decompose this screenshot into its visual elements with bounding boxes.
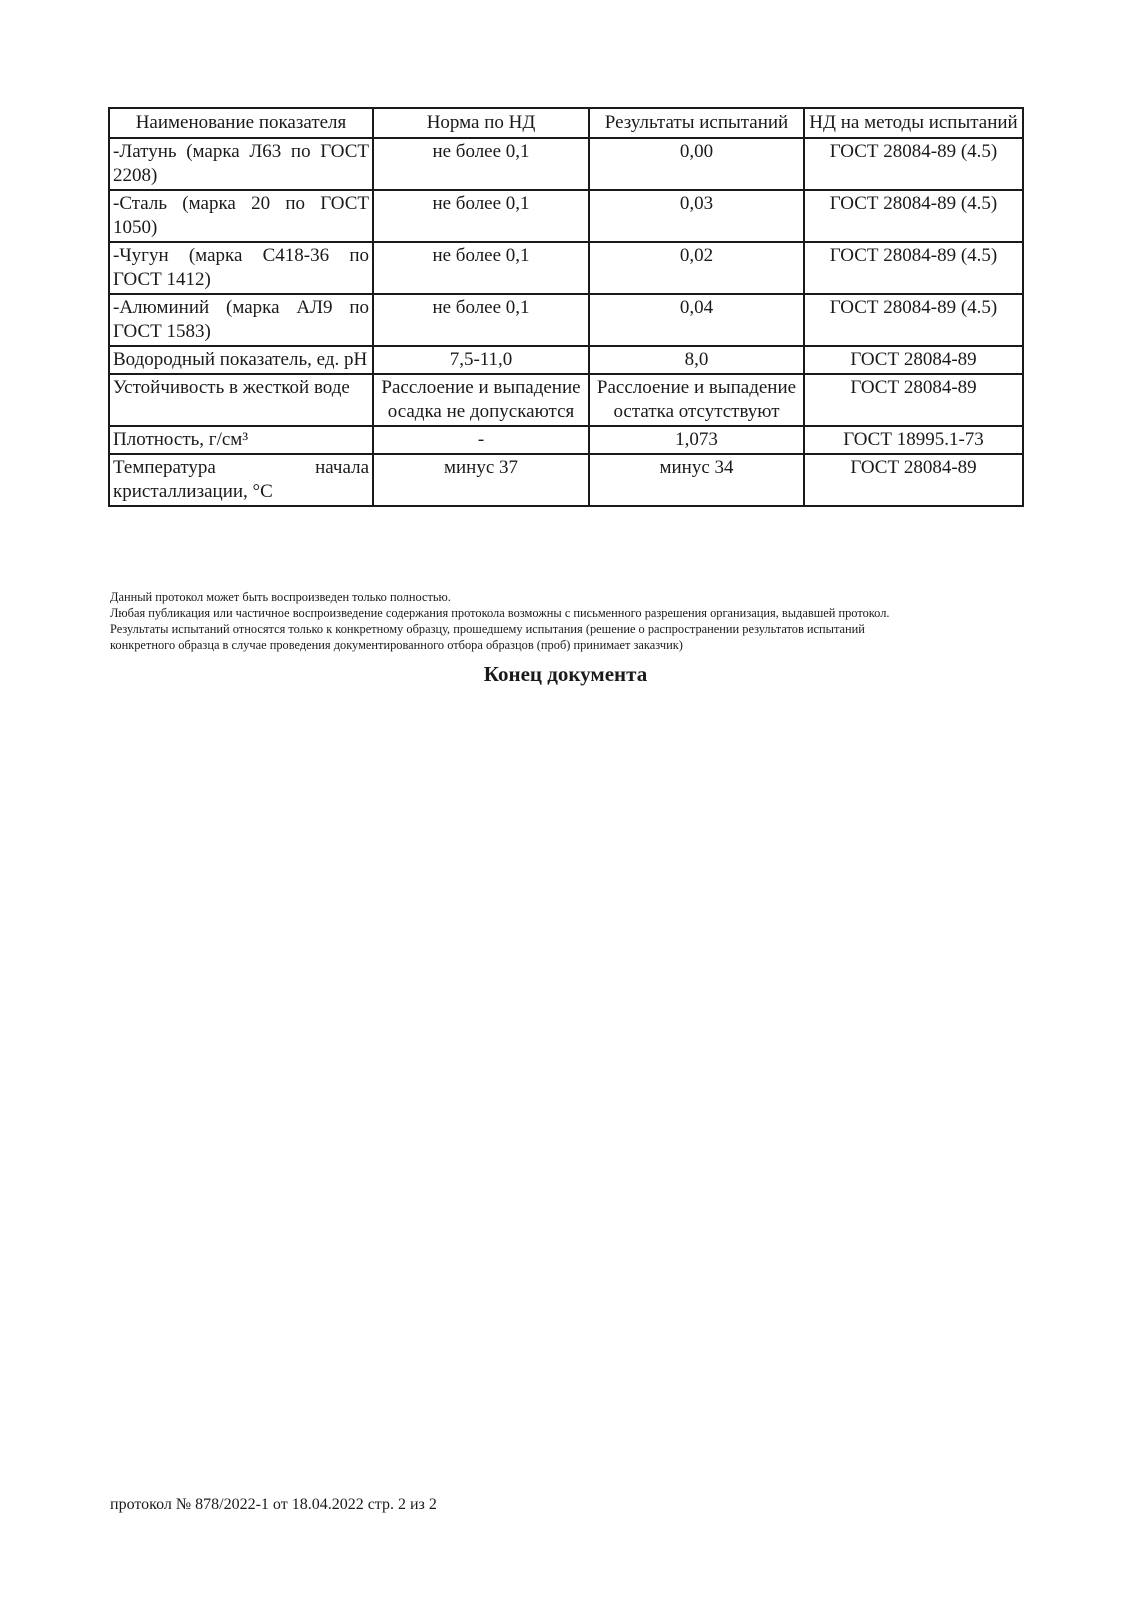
header-test-methods: НД на методы испытаний bbox=[804, 108, 1023, 138]
table-row bbox=[109, 346, 1023, 374]
end-of-document-title: Конец документа bbox=[483, 662, 648, 686]
row-indicator-name: Плотность, г/см³ bbox=[109, 426, 373, 454]
table-row bbox=[109, 374, 1023, 426]
note-line: Данный протокол может быть воспроизведен только полностью. bbox=[110, 590, 451, 604]
row-result: минус 34 bbox=[589, 454, 804, 506]
note-line: конкретного образца в случае проведения документированного отбора образцов (проб) принимает заказчик) bbox=[110, 638, 683, 652]
row-indicator-name: -Сталь (марка 20 по ГОСТ 1050) bbox=[109, 190, 373, 242]
row-norm: не более 0,1 bbox=[373, 190, 589, 242]
row-indicator-name: -Алюминий (марка АЛ9 по ГОСТ 1583) bbox=[109, 294, 373, 346]
note-line: Любая публикация или частичное воспроизведение содержания протокола возможны с письменного разрешения организация, выдавшей протокол. bbox=[110, 606, 890, 620]
page-footer: протокол № 878/2022-1 от 18.04.2022 стр. 2 из 2 bbox=[110, 1496, 437, 1513]
row-norm: не более 0,1 bbox=[373, 138, 589, 190]
row-norm: - bbox=[373, 426, 589, 454]
row-result: 0,02 bbox=[589, 242, 804, 294]
protocol-notes bbox=[110, 589, 1020, 653]
row-result: 0,04 bbox=[589, 294, 804, 346]
results-table bbox=[108, 107, 1024, 507]
table-row bbox=[109, 454, 1023, 506]
table-header-row bbox=[109, 108, 1023, 138]
header-results: Результаты испытаний bbox=[589, 108, 804, 138]
row-indicator-name: -Чугун (марка С418-36 по ГОСТ 1412) bbox=[109, 242, 373, 294]
row-result: 0,00 bbox=[589, 138, 804, 190]
table-row bbox=[109, 138, 1023, 190]
row-norm: минус 37 bbox=[373, 454, 589, 506]
table-row bbox=[109, 242, 1023, 294]
row-method: ГОСТ 18995.1-73 bbox=[804, 426, 1023, 454]
row-method: ГОСТ 28084-89 (4.5) bbox=[804, 138, 1023, 190]
row-method: ГОСТ 28084-89 (4.5) bbox=[804, 190, 1023, 242]
row-result: 0,03 bbox=[589, 190, 804, 242]
row-method: ГОСТ 28084-89 bbox=[804, 454, 1023, 506]
row-norm: 7,5-11,0 bbox=[373, 346, 589, 374]
row-method: ГОСТ 28084-89 bbox=[804, 346, 1023, 374]
row-indicator-name: Водородный показатель, ед. pH bbox=[109, 346, 373, 374]
row-norm: Расслоение и выпадение осадка не допускаются bbox=[373, 374, 589, 426]
row-indicator-name: Температура начала кристаллизации, °С bbox=[109, 454, 373, 506]
row-norm: не более 0,1 bbox=[373, 242, 589, 294]
table-row bbox=[109, 294, 1023, 346]
row-result: 1,073 bbox=[589, 426, 804, 454]
row-method: ГОСТ 28084-89 (4.5) bbox=[804, 242, 1023, 294]
row-norm: не более 0,1 bbox=[373, 294, 589, 346]
table-row bbox=[109, 426, 1023, 454]
row-result: 8,0 bbox=[589, 346, 804, 374]
row-indicator-name: -Латунь (марка Л63 по ГОСТ 2208) bbox=[109, 138, 373, 190]
table-row bbox=[109, 190, 1023, 242]
row-indicator-name: Устойчивость в жесткой воде bbox=[109, 374, 373, 426]
note-line: Результаты испытаний относятся только к конкретному образцу, прошедшему испытания (решение о распространении результатов испытаний bbox=[110, 622, 865, 636]
row-method: ГОСТ 28084-89 (4.5) bbox=[804, 294, 1023, 346]
row-method: ГОСТ 28084-89 bbox=[804, 374, 1023, 426]
header-indicator-name: Наименование показателя bbox=[109, 108, 373, 138]
row-result: Расслоение и выпадение остатка отсутствуют bbox=[589, 374, 804, 426]
header-norm: Норма по НД bbox=[373, 108, 589, 138]
